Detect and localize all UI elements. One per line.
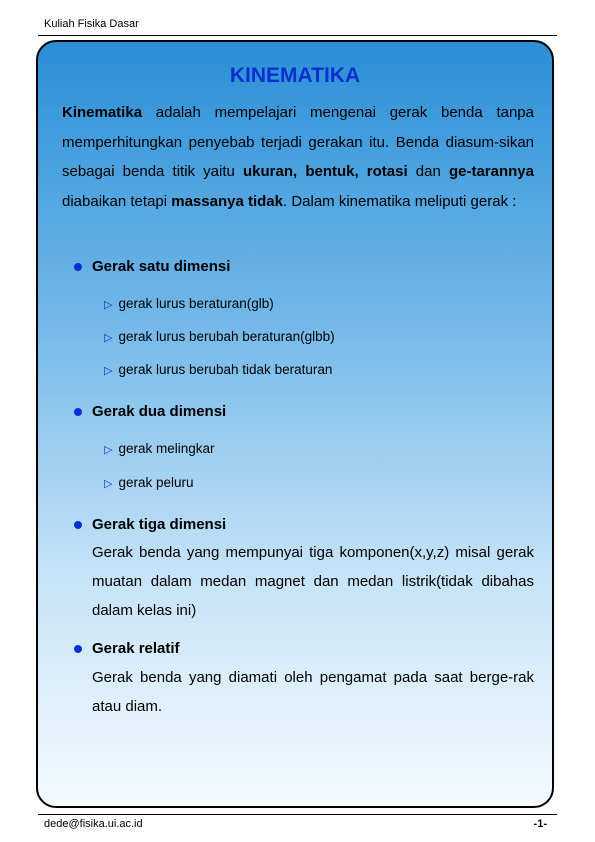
list-item bbox=[104, 441, 215, 458]
footer-divider bbox=[38, 814, 557, 815]
bullet-icon bbox=[74, 408, 82, 416]
list-item bbox=[104, 296, 274, 313]
intro-bold-2: ge-tarannya bbox=[448, 163, 534, 181]
intro-bold-1: ukuran, bentuk, rotasi bbox=[243, 163, 408, 181]
section-description: Gerak benda yang mempunyai tiga komponen(x,y,z) misal gerak muatan dalam medan magnet dan medan listrik(tidak dibahas dalam kelas ini) bbox=[92, 544, 534, 619]
triangle-right-icon: ▷ bbox=[104, 299, 113, 311]
list-item bbox=[104, 362, 332, 379]
list-item-label: gerak lurus berubah tidak beraturan bbox=[118, 362, 333, 377]
section-title: Gerak relatif bbox=[92, 640, 180, 657]
bullet-icon bbox=[74, 263, 82, 271]
section-title: Gerak dua dimensi bbox=[92, 403, 227, 420]
triangle-right-icon: ▷ bbox=[104, 332, 113, 344]
list-item bbox=[104, 329, 335, 346]
intro-text-3: diabaikan tetapi bbox=[62, 192, 172, 210]
section-title: Gerak tiga dimensi bbox=[92, 516, 227, 533]
bullet-icon bbox=[74, 521, 82, 529]
triangle-right-icon: ▷ bbox=[104, 444, 113, 456]
intro-text-2: dan bbox=[407, 163, 449, 181]
page-number: -1- bbox=[533, 818, 547, 830]
list-item bbox=[104, 475, 194, 492]
footer-email: dede@fisika.ui.ac.id bbox=[44, 818, 143, 830]
intro-text-1: adalah mempelajari mengenai gerak benda tanpa memperhitungkan penyebab terjadi gerakan itu. Benda diasum-sikan sebagai benda titik yaitu bbox=[62, 104, 534, 181]
bullet-icon bbox=[74, 645, 82, 653]
list-item-label: gerak peluru bbox=[118, 475, 194, 490]
triangle-right-icon: ▷ bbox=[104, 365, 113, 377]
intro-term: Kinematika bbox=[62, 104, 143, 121]
list-item-label: gerak lurus beraturan(glb) bbox=[118, 296, 274, 311]
intro-paragraph bbox=[62, 98, 534, 216]
list-item-label: gerak melingkar bbox=[118, 441, 215, 456]
page-title: KINEMATIKA bbox=[229, 64, 361, 87]
header-divider bbox=[38, 35, 557, 36]
intro-bold-3: massanya tidak bbox=[171, 192, 283, 210]
triangle-right-icon: ▷ bbox=[104, 478, 113, 490]
section-description: Gerak benda yang diamati oleh pengamat pada saat berge-rak atau diam. bbox=[92, 669, 534, 715]
intro-text-4: . Dalam kinematika meliputi gerak : bbox=[282, 192, 517, 210]
section-title: Gerak satu dimensi bbox=[92, 258, 231, 275]
content-panel bbox=[36, 40, 554, 808]
list-item-label: gerak lurus berubah beraturan(glbb) bbox=[118, 329, 335, 344]
course-title: Kuliah Fisika Dasar bbox=[44, 18, 139, 30]
